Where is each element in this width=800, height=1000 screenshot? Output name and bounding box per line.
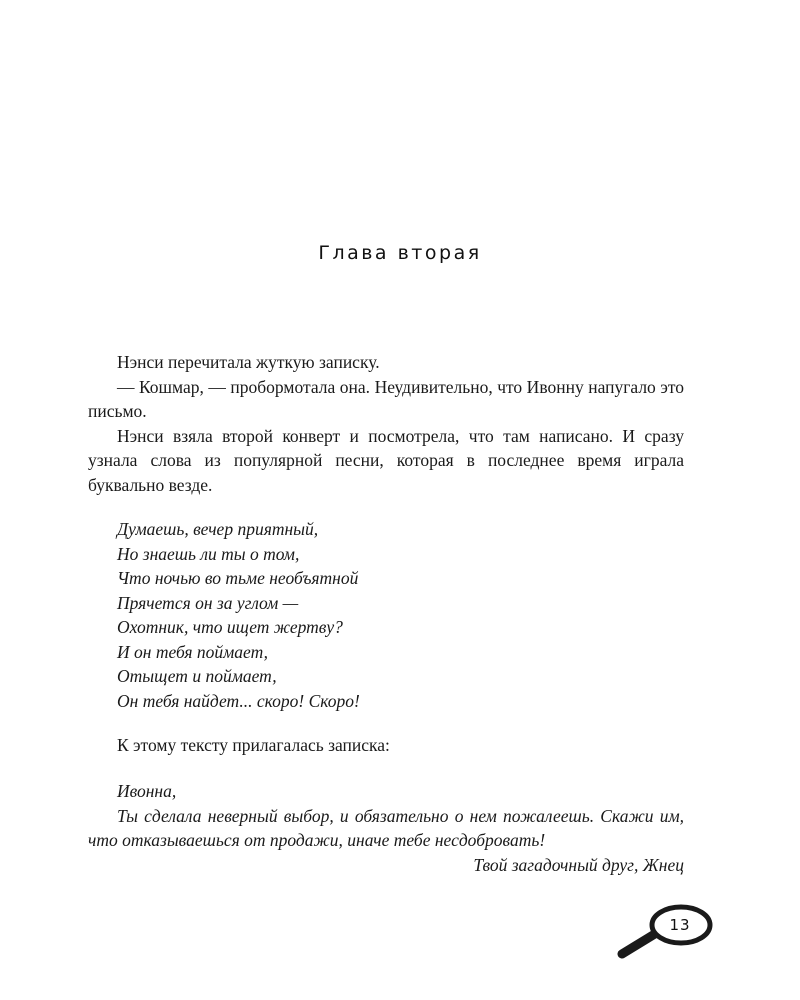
paragraph: К этому тексту прилагалась записка:: [117, 735, 390, 755]
paragraph: Нэнси взяла второй конверт и посмотрела, что там написано. И сразу узнала слова из популярной песни, которая в последнее время играла буквально везде.: [88, 425, 684, 495]
note-body: Ты сделала неверный выбор, и обязательно о нем пожалеешь. Скажи им, что отказываешься от продажи, иначе тебе несдобровать!: [88, 805, 684, 850]
lyric-line: Охотник, что ищет жертву?: [117, 617, 343, 637]
lyric-line: Думаешь, вечер приятный,: [117, 519, 319, 539]
prose-section: [88, 350, 684, 497]
chapter-title: Глава вторая: [318, 242, 482, 264]
lyric-line: И он тебя поймает,: [117, 641, 269, 662]
attachment-intro: [88, 733, 684, 758]
threat-note: [88, 779, 684, 877]
lyric-line: Прячется он за углом —: [117, 592, 299, 613]
note-signature: Твой загадочный друг, Жнец: [473, 854, 684, 875]
lyric-line: Что ночью во тьме необъятной: [117, 568, 359, 588]
paragraph: Нэнси перечитала жуткую записку.: [117, 352, 380, 372]
page-number: 13: [669, 916, 691, 934]
lyric-line: Он тебя найдет... скоро! Скоро!: [117, 690, 360, 711]
song-lyrics: [117, 517, 677, 713]
lyric-line: Отыщет и поймает,: [117, 666, 277, 686]
note-salutation: Ивонна,: [117, 781, 177, 801]
lyric-line: Но знаешь ли ты о том,: [117, 543, 300, 564]
paragraph: — Кошмар, — пробормотала она. Неудивительно, что Ивонну напугало это письмо.: [88, 376, 684, 421]
